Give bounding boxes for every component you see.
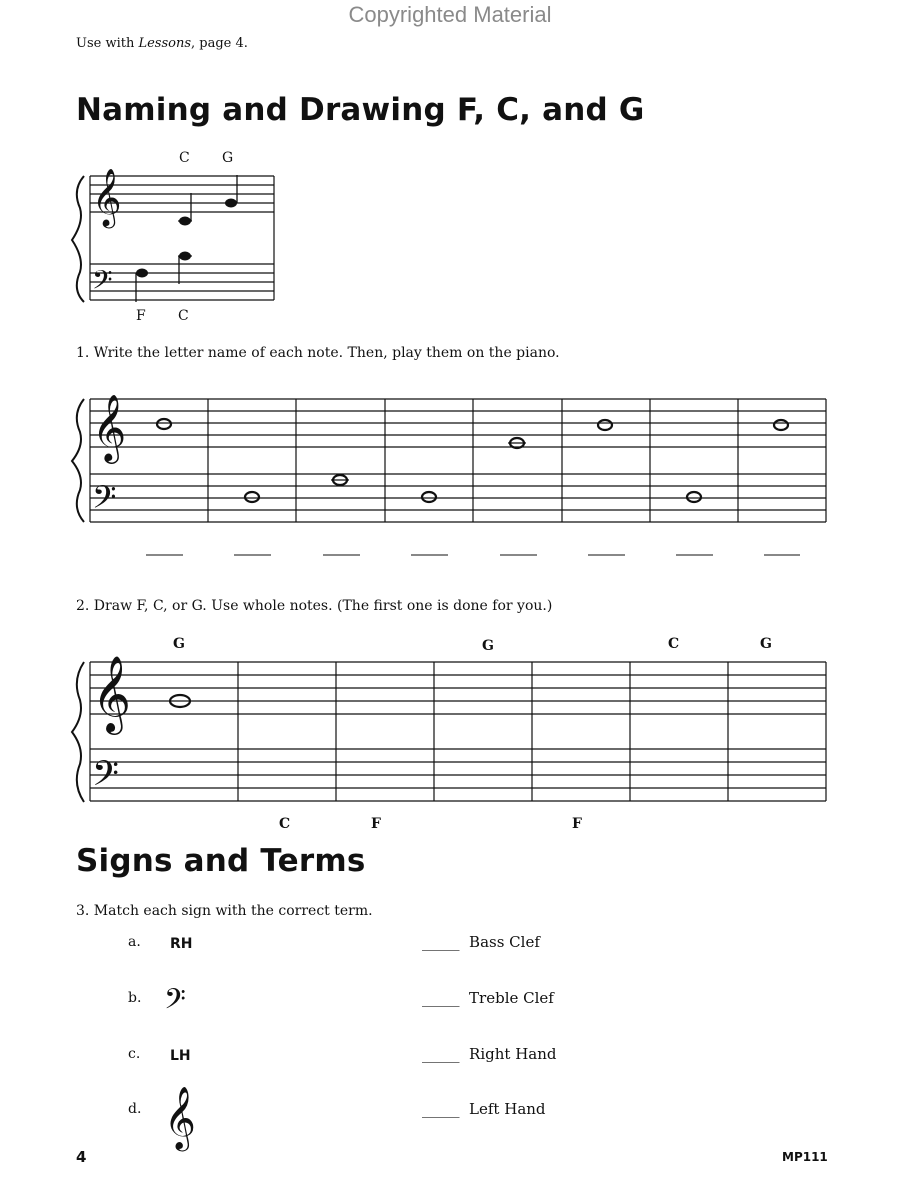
- term-right-hand: Right Hand: [469, 1045, 557, 1063]
- exercise-2-instruction: 2. Draw F, C, or G. Use whole notes. (The first one is done for you.): [76, 598, 553, 614]
- sign-lh: LH: [170, 1048, 191, 1064]
- section-title-signs-and-terms: Signs and Terms: [76, 843, 366, 879]
- treble-clef-icon: 𝄞: [92, 393, 127, 461]
- draw-label-g: G: [482, 638, 494, 654]
- term-left-hand: Left Hand: [469, 1100, 546, 1118]
- svg-text:𝄢: 𝄢: [164, 983, 186, 1023]
- bass-clef-icon: 𝄢: [92, 479, 117, 523]
- label-c-bottom: C: [178, 308, 189, 324]
- item-letter: d.: [128, 1101, 142, 1117]
- catalog-code: MP111: [782, 1150, 828, 1164]
- treble-clef-icon: 𝄞: [92, 655, 132, 732]
- label-f: F: [136, 308, 146, 324]
- term-treble-clef: Treble Clef: [469, 989, 554, 1007]
- treble-clef-icon: [164, 1084, 204, 1149]
- sign-rh: RH: [170, 936, 193, 952]
- bass-clef-icon: 𝄢: [92, 753, 120, 802]
- page-title: Naming and Drawing F, C, and G: [76, 92, 645, 128]
- exercise-3-instruction: 3. Match each sign with the correct term.: [76, 903, 373, 919]
- label-c: C: [179, 150, 190, 166]
- item-letter: c.: [128, 1046, 141, 1062]
- bass-clef-icon: [164, 980, 204, 1023]
- draw-label-c: C: [279, 816, 291, 832]
- term-row: [422, 989, 554, 1007]
- match-blank[interactable]: _____: [422, 1100, 460, 1118]
- exercise-1-instruction: 1. Write the letter name of each note. Then, play them on the piano.: [76, 345, 560, 361]
- svg-text:𝄞: 𝄞: [164, 1086, 196, 1149]
- term-bass-clef: Bass Clef: [469, 933, 540, 951]
- page-number: 4: [76, 1148, 87, 1166]
- draw-label-f: F: [371, 816, 381, 832]
- watermark: Copyrighted Material: [348, 2, 552, 27]
- item-letter: b.: [128, 990, 142, 1006]
- bass-clef-icon: 𝄢: [92, 264, 113, 302]
- label-g: G: [222, 150, 234, 166]
- match-blank[interactable]: _____: [422, 933, 460, 951]
- treble-clef-icon: 𝄞: [92, 168, 122, 226]
- draw-label-c: C: [668, 636, 680, 652]
- match-blank[interactable]: _____: [422, 989, 460, 1007]
- item-letter: a.: [128, 934, 141, 950]
- draw-label-f: F: [572, 816, 582, 832]
- match-blank[interactable]: _____: [422, 1045, 460, 1063]
- term-row: [422, 933, 540, 951]
- term-row: [422, 1045, 556, 1063]
- term-row: [422, 1100, 546, 1118]
- draw-label-g: G: [173, 636, 185, 652]
- draw-label-g: G: [760, 636, 772, 652]
- use-with-note: Use with Lessons, page 4.: [76, 36, 248, 51]
